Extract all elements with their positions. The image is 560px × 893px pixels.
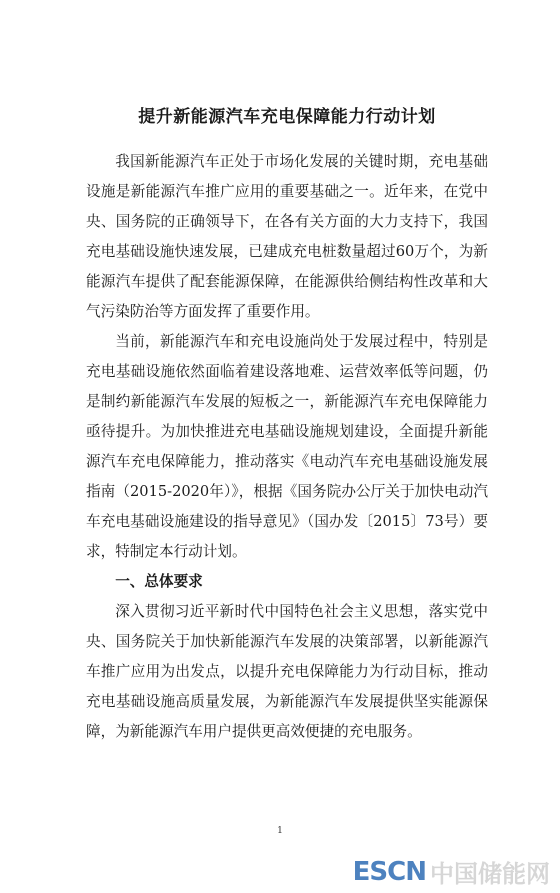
section-heading-general-requirements: 一、总体要求 [115,573,203,590]
document-page [0,102,560,893]
intro-paragraph-1: 我国新能源汽车正处于市场化发展的关键时期，充电基础设施是新能源汽车推广应用的重要基础之一。近年来，在党中央、国务院的正确领导下，在各有关方面的大力支持下，我国充电基础设施快速发展，已建成充电桩数量超过60万个，为新能源汽车提供了配套能源保障，在能源供给侧结构性改革和大气污染防治等方面发挥了重要作用。 [86,153,488,320]
document-body [86,147,488,747]
section-1-paragraph: 深入贯彻习近平新时代中国特色社会主义思想，落实党中央、国务院关于加快新能源汽车发展的决策部署，以新能源汽车推广应用为出发点，以提升充电保障能力为行动目标，推动充电基础设施高质量发展，为新能源汽车发展提供坚实能源保障，为新能源汽车用户提供更高效便捷的充电服务。 [86,603,488,740]
document-title: 提升新能源汽车充电保障能力行动计划 [138,107,436,127]
intro-paragraph-2: 当前，新能源汽车和充电设施尚处于发展过程中，特别是充电基础设施依然面临着建设落地难、运营效率低等问题，仍是制约新能源汽车发展的短板之一，新能源汽车充电保障能力亟待提升。为加快推进充电基础设施规划建设，全面提升新能源汽车充电保障能力，推动落实《电动汽车充电基础设施发展指南（2015-2020年）》，根据《国务院办公厅关于加快电动汽车充电基础设施建设的指导意见》（国办发〔2015〕73号）要求，特制定本行动计划。 [86,333,488,560]
escn-watermark-logo [353,854,550,889]
page-number: 1 [277,826,283,836]
watermark-chinese-text: 中国储能网 [430,860,550,888]
watermark-latin-text: ESCN [352,856,426,887]
